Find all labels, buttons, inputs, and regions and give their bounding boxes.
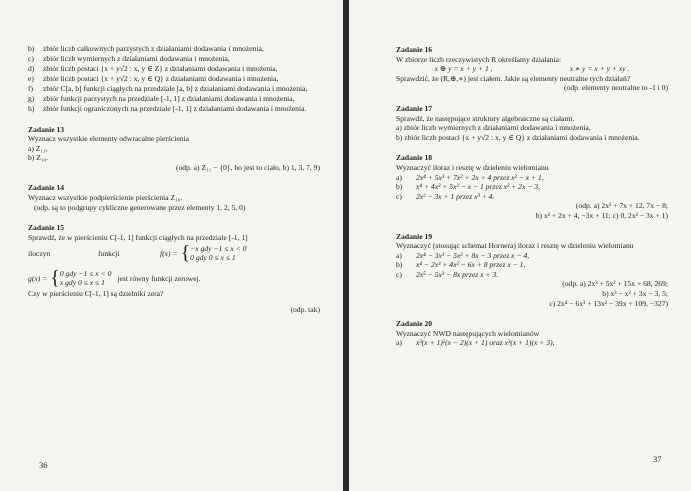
exercise-answer: (odp. elementy neutralne to -1 i 0) [564, 83, 668, 93]
exercise-answer: (odp. tak) [290, 305, 320, 315]
f-definition-row: iloczyn funkcji f(x) = { −x gdy −1 ≤ x < 0 0 gdy 0 ≤ x ≤ 1 [28, 242, 247, 265]
left-brace: { [180, 242, 191, 265]
exercise-answer: (odp. a) Z₁₁ − {0}, bo jest to ciało, b) 1, 3, 7, 9) [175, 162, 320, 172]
right-page-content [396, 45, 668, 348]
exercise-answer: b) x² + 2x + 4, −3x + 11; c) 0, 2x² − 3x + 1) [535, 210, 668, 220]
equation-row: c) 2x² − 3x + 1 przez x³ + 4. [396, 191, 495, 201]
equation-row: a) x³(x + 1)²(x − 2)(x + 1) oraz x³(x + 1)(x + 3), [396, 338, 555, 348]
operations-row: x ⊕ y = x + y + 1 , x ∗ y = x + y + xy . [434, 64, 630, 74]
list-item: f) zbiór C[a, b] funkcji ciągłych na przedziale [a, b] z działaniami dodawania i mnożenia, [28, 83, 308, 93]
exercise-16 [396, 45, 668, 93]
page-number: 37 [653, 454, 662, 464]
exercise-text: Sprawdzić, że (R,⊕,∗) jest ciałem. Jakie są elementy neutralne tych działań? [396, 73, 631, 83]
exercise-answer: (odp. a) 2x² + 7x + 12, 7x − 8; [575, 201, 668, 211]
exercise-14 [28, 183, 320, 212]
exercise-text: W zbiorze liczb rzeczywistych R określamy działania: [396, 54, 562, 64]
list-item: h) zbiór funkcji ograniczonych na przedziale [-1, 1] z działaniami dodawania i mnożenia. [28, 103, 307, 113]
exercise-17 [396, 104, 668, 142]
list-item: d) zbiór liczb postaci {x + y√2 : x, y ∈ Z} z działaniami dodawania i mnożenia, [28, 63, 278, 73]
exercise-list [28, 44, 320, 114]
left-page [0, 0, 343, 491]
exercise-title: Zadanie 15 [28, 223, 65, 233]
exercise-text: Wyznaczyć (stosując schemat Hornera) iloraz i resztę w dzieleniu wielomianu [396, 241, 634, 251]
exercise-text: Sprawdź, że w pierścieniu C[-1, 1] funkcji ciągłych na przedziale [-1, 1] [28, 232, 248, 242]
exercise-title: Zadanie 19 [396, 231, 433, 241]
exercise-title: Zadanie 18 [396, 153, 433, 163]
exercise-text: Wyznacz wszystkie elementy odwracalne pierścienia [28, 134, 190, 144]
exercise-title: Zadanie 16 [396, 45, 433, 54]
list-item: c) zbiór liczb wymiernych z działaniami dodawania i mnożenia, [28, 53, 230, 63]
exercise-part: a) Z₁₁, [28, 143, 48, 153]
exercise-18 [396, 153, 668, 220]
g-definition-row: g(x) = { 0 gdy −1 ≤ x < 0 x gdy 0 ≤ x ≤ 1 jest równy funkcji zerowej. [28, 267, 201, 290]
exercise-15 [28, 223, 320, 314]
exercise-part: b) Z₁₀. [28, 153, 49, 163]
exercise-title: Zadanie 14 [28, 183, 65, 193]
g-cases: 0 gdy −1 ≤ x < 0 x gdy 0 ≤ x ≤ 1 [59, 268, 112, 288]
exercise-19 [396, 232, 668, 309]
list-item: g) zbiór funkcji parzystych na przedziale [-1, 1] z działaniami dodawania i mnożenia, [28, 93, 295, 103]
exercise-text: Wyznacz wszystkie podpierścienie pierścienia Z₁₀. [28, 193, 183, 203]
left-page-content [28, 44, 320, 315]
f-cases: −x gdy −1 ≤ x < 0 0 gdy 0 ≤ x ≤ 1 [190, 243, 247, 263]
exercise-title: Zadanie 13 [28, 124, 65, 134]
exercise-title: Zadanie 17 [396, 103, 433, 113]
list-item: e) zbiór liczb postaci {x + y√2 : x, y ∈ Q} z działaniami dodawania i mnożenia, [28, 73, 279, 83]
exercise-text: Sprawdź, że następujące struktury algebraiczne są ciałami. [396, 113, 575, 123]
exercise-13 [28, 125, 320, 173]
equation-row: c) 2x⁵ − 5x³ − 8x przez x + 3. [396, 269, 499, 279]
exercise-answer: (odp. a) 2x³ + 5x² + 15x + 68, 269; [562, 279, 668, 289]
equation-row: a) 2x⁴ + 5x³ + 7x² + 2x + 4 przez x² − x + 1, [396, 172, 544, 182]
exercise-text: Wyznaczyć NWD następujących wielomianów [396, 328, 540, 338]
right-page [349, 0, 691, 491]
exercise-answer: b) x³ − x² + 3x − 3, 5; [602, 289, 668, 299]
exercise-answer: (odp. są to podgrupy cykliczne generowane przez elementy 1, 2, 5, 0) [34, 202, 246, 212]
exercise-title: Zadanie 20 [396, 319, 433, 329]
equation-row: a) 2x⁴ − 3x³ − 5x² + 8x − 3 przez x − 4, [396, 250, 530, 260]
equation-row: b) x⁴ − 2x³ + 4x² − 6x + 8 przez x − 1, [396, 260, 526, 270]
equation-row: b) x⁴ + 4x³ + 5x² − x − 1 przez x² + 2x − 3, [396, 182, 540, 192]
exercise-answer: c) 2x⁴ − 6x³ + 13x² − 39x + 109, −327) [549, 298, 668, 308]
exercise-part: b) zbiór liczb postaci {x + y√2 : x, y ∈ Q} z działaniami dodawania i mnożenia. [396, 132, 640, 142]
page-number: 36 [39, 460, 48, 470]
exercise-20 [396, 319, 668, 348]
exercise-part: a) zbiór liczb wymiernych z działaniami dodawania i mnożenia, [396, 123, 591, 133]
exercise-question: Czy w pierścieniu C[-1, 1] są dzielniki zera? [28, 289, 164, 299]
left-brace: { [50, 267, 60, 290]
list-item: b) zbiór liczb całkowitych parzystych z działaniami dodawania i mnożenia, [28, 44, 264, 53]
exercise-text: Wyznaczyć iloraz i resztę w dzieleniu wielomianu [396, 162, 549, 172]
